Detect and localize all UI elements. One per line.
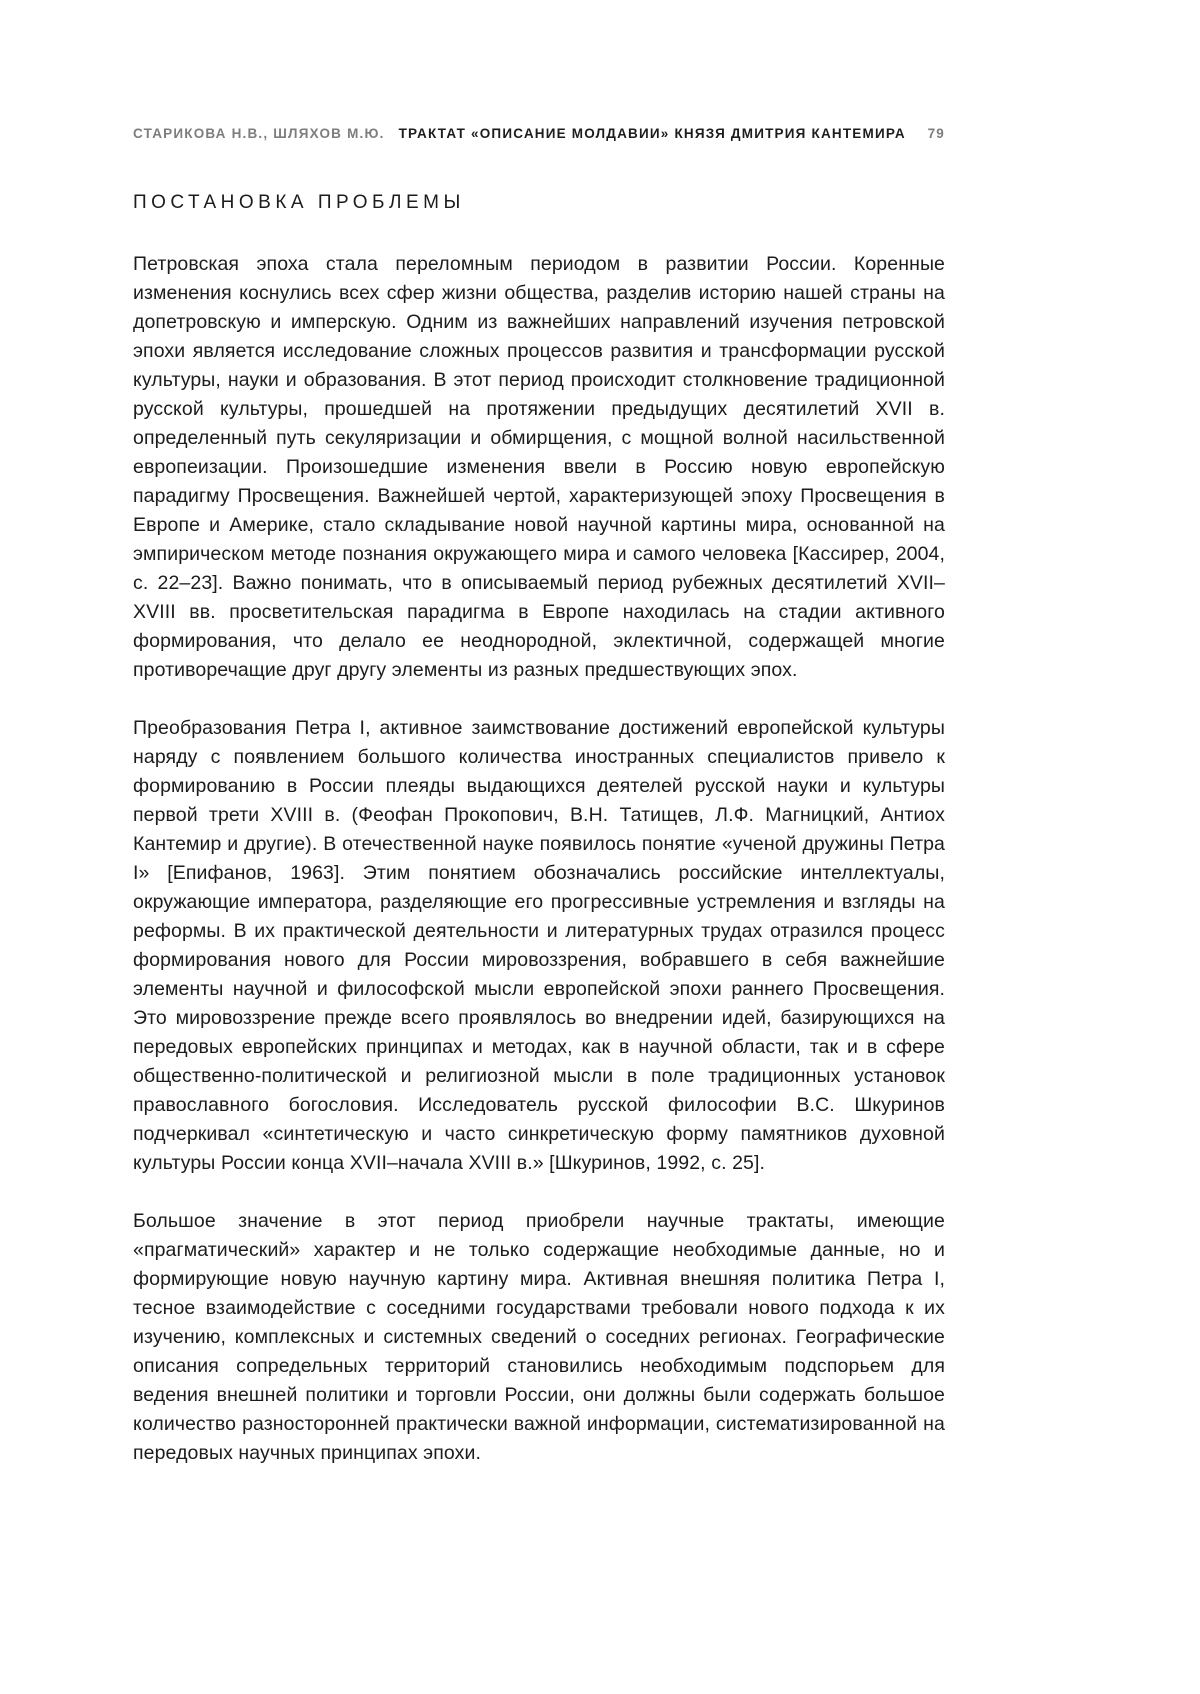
paragraph: Большое значение в этот период приобрели научные трактаты, имеющие «прагматический» характер и не только содержащие необходимые данные, но и формирующие новую научную картину мира. Активная внешняя политика Петра I, тесное взаимодействие с соседними государствами требовали нового подхода к их изучению, комплексных и системных сведений о соседних регионах. Географические описания сопредельных территорий становились необходимым подспорьем для ведения внешней политики и торговли России, они должны были содержать большое количество разносторонней практически важной информации, систематизированной на передовых научных принципах эпохи. xyxy=(133,1210,945,1465)
authors-text: СТАРИКОВА Н.В., ШЛЯХОВ М.Ю. xyxy=(133,126,385,141)
section-heading: ПОСТАНОВКА ПРОБЛЕМЫ xyxy=(133,192,465,214)
paragraph: Петровская эпоха стала переломным периодом в развитии России. Коренные изменения коснулись всех сфер жизни общества, разделив историю нашей страны на допетровскую и имперскую. Одним из важнейших направлений изучения петровской эпохи является исследование сложных процессов развития и трансформации русской культуры, науки и образования. В этот период происходит столкновение традиционной русской культуры, прошедшей на протяжении предыдущих десятилетий XVII в. определенный путь секуляризации и обмирщения, с мощной волной насильственной европеизации. Произошедшие изменения ввели в Россию новую европейскую парадигму Просвещения. Важнейшей чертой, характеризующей эпоху Просвещения в Европе и Америке, стало складывание новой научной картины мира, основанной на эмпирическом методе познания окружающего мира и самого человека [Кассирер, 2004, с. 22–23]. Важно понимать, что в описываемый период рубежных десятилетий XVII–XVIII вв. просветительская парадигма в Европе находилась на стадии активного формирования, что делало ее неоднородной, эклектичной, содержащей многие противоречащие друг другу элементы из разных предшествующих эпох. xyxy=(133,253,945,682)
page-number: 79 xyxy=(927,126,945,141)
paragraph: Преобразования Петра I, активное заимствование достижений европейской культуры наряду с появлением большого количества иностранных специалистов привело к формированию в России плеяды выдающихся деятелей русской науки и культуры первой трети XVIII в. (Феофан Прокопович, В.Н. Татищев, Л.Ф. Магницкий, Антиох Кантемир и другие). В отечественной науке появилось понятие «ученой дружины Петра I» [Епифанов, 1963]. Этим понятием обозначались российские интеллектуалы, окружающие императора, разделяющие его прогрессивные устремления и взгляды на реформы. В их практической деятельности и литературных трудах отразился процесс формирования нового для России мировоззрения, вобравшего в себя важнейшие элементы научной и философской мысли европейской эпохи раннего Просвещения. Это мировоззрение прежде всего проявлялось во внедрении идей, базирующихся на передовых европейских принципах и методах, как в научной области, так и в сфере общественно-политической и религиозной мысли в поле традиционных установок православного богословия. Исследователь русской философии В.С. Шкуринов подчеркивал «синтетическую и часто синкретическую форму памятников духовной культуры России конца XVII–начала XVIII в.» [Шкуринов, 1992, с. 25]. xyxy=(133,717,945,1175)
article-body xyxy=(133,250,945,1468)
running-head xyxy=(133,126,945,142)
article-title-text: ТРАКТАТ «ОПИСАНИЕ МОЛДАВИИ» КНЯЗЯ ДМИТРИЯ КАНТЕМИРА xyxy=(398,126,906,141)
